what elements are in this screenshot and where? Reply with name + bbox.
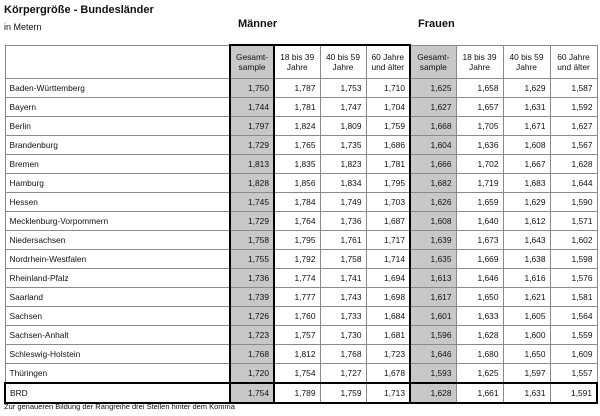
row-label: Baden-Württemberg	[5, 79, 230, 98]
value-cell: 1,612	[503, 212, 550, 231]
value-cell: 1,590	[550, 193, 597, 212]
value-cell: 1,704	[366, 98, 410, 117]
value-cell: 1,739	[230, 288, 274, 307]
value-cell: 1,703	[366, 193, 410, 212]
table-row	[5, 345, 597, 364]
value-cell: 1,682	[410, 174, 456, 193]
value-cell: 1,809	[320, 117, 366, 136]
row-label: BRD	[5, 383, 230, 403]
table-row	[5, 364, 597, 384]
value-cell: 1,757	[274, 326, 320, 345]
value-cell: 1,631	[503, 98, 550, 117]
value-cell: 1,659	[456, 193, 503, 212]
value-cell: 1,758	[230, 231, 274, 250]
value-cell: 1,602	[550, 231, 597, 250]
value-cell: 1,646	[410, 345, 456, 364]
value-cell: 1,687	[366, 212, 410, 231]
row-label: Schleswig-Holstein	[5, 345, 230, 364]
value-cell: 1,745	[230, 193, 274, 212]
value-cell: 1,729	[230, 136, 274, 155]
value-cell: 1,658	[456, 79, 503, 98]
value-cell: 1,792	[274, 250, 320, 269]
value-cell: 1,797	[230, 117, 274, 136]
value-cell: 1,713	[366, 383, 410, 403]
table-row	[5, 307, 597, 326]
value-cell: 1,617	[410, 288, 456, 307]
value-cell: 1,669	[456, 250, 503, 269]
value-cell: 1,755	[230, 250, 274, 269]
value-cell: 1,781	[366, 155, 410, 174]
value-cell: 1,684	[366, 307, 410, 326]
value-cell: 1,604	[410, 136, 456, 155]
value-cell: 1,735	[320, 136, 366, 155]
value-cell: 1,758	[320, 250, 366, 269]
group-header-frauen: Frauen	[418, 18, 455, 30]
value-cell: 1,567	[550, 136, 597, 155]
value-cell: 1,856	[274, 174, 320, 193]
value-cell: 1,750	[230, 79, 274, 98]
value-cell: 1,759	[366, 117, 410, 136]
value-cell: 1,597	[503, 364, 550, 384]
column-header: Gesamt-sample	[410, 45, 456, 79]
row-label: Brandenburg	[5, 136, 230, 155]
table-row	[5, 288, 597, 307]
row-label: Mecklenburg-Vorpommern	[5, 212, 230, 231]
value-cell: 1,628	[456, 326, 503, 345]
value-cell: 1,730	[320, 326, 366, 345]
height-table	[4, 44, 598, 404]
row-label: Sachsen-Anhalt	[5, 326, 230, 345]
table-row	[5, 136, 597, 155]
row-label: Hamburg	[5, 174, 230, 193]
value-cell: 1,759	[320, 383, 366, 403]
value-cell: 1,720	[230, 364, 274, 384]
value-cell: 1,635	[410, 250, 456, 269]
value-cell: 1,812	[274, 345, 320, 364]
value-cell: 1,813	[230, 155, 274, 174]
value-cell: 1,650	[503, 345, 550, 364]
value-cell: 1,719	[456, 174, 503, 193]
column-header: 18 bis 39 Jahre	[456, 45, 503, 79]
row-label: Thüringen	[5, 364, 230, 384]
row-label: Sachsen	[5, 307, 230, 326]
value-cell: 1,638	[503, 250, 550, 269]
column-header: Gesamt-sample	[230, 45, 274, 79]
value-cell: 1,736	[230, 269, 274, 288]
value-cell: 1,744	[230, 98, 274, 117]
table-row	[5, 155, 597, 174]
value-cell: 1,768	[230, 345, 274, 364]
value-cell: 1,616	[503, 269, 550, 288]
value-cell: 1,754	[230, 383, 274, 403]
header-label-cell	[5, 45, 230, 79]
value-cell: 1,608	[410, 212, 456, 231]
value-cell: 1,754	[274, 364, 320, 384]
value-cell: 1,723	[230, 326, 274, 345]
value-cell: 1,787	[274, 79, 320, 98]
value-cell: 1,657	[456, 98, 503, 117]
value-cell: 1,646	[456, 269, 503, 288]
value-cell: 1,601	[410, 307, 456, 326]
value-cell: 1,576	[550, 269, 597, 288]
row-label: Rheinland-Pfalz	[5, 269, 230, 288]
table-body	[5, 79, 597, 404]
value-cell: 1,643	[503, 231, 550, 250]
table-row	[5, 98, 597, 117]
value-cell: 1,591	[550, 383, 597, 403]
value-cell: 1,736	[320, 212, 366, 231]
row-label: Bayern	[5, 98, 230, 117]
value-cell: 1,564	[550, 307, 597, 326]
table-row	[5, 250, 597, 269]
column-header: 40 bis 59 Jahre	[320, 45, 366, 79]
value-cell: 1,650	[456, 288, 503, 307]
value-cell: 1,835	[274, 155, 320, 174]
value-cell: 1,625	[410, 79, 456, 98]
value-cell: 1,628	[410, 383, 456, 403]
value-cell: 1,717	[366, 231, 410, 250]
row-label: Bremen	[5, 155, 230, 174]
value-cell: 1,727	[320, 364, 366, 384]
value-cell: 1,768	[320, 345, 366, 364]
value-cell: 1,571	[550, 212, 597, 231]
row-label: Berlin	[5, 117, 230, 136]
value-cell: 1,781	[274, 98, 320, 117]
column-header: 60 Jahre und älter	[366, 45, 410, 79]
value-cell: 1,705	[456, 117, 503, 136]
value-cell: 1,598	[550, 250, 597, 269]
value-cell: 1,593	[410, 364, 456, 384]
row-label: Nordrhein-Westfalen	[5, 250, 230, 269]
value-cell: 1,668	[410, 117, 456, 136]
table-row	[5, 326, 597, 345]
value-cell: 1,680	[456, 345, 503, 364]
value-cell: 1,644	[550, 174, 597, 193]
value-cell: 1,621	[503, 288, 550, 307]
value-cell: 1,729	[230, 212, 274, 231]
row-label: Hessen	[5, 193, 230, 212]
value-cell: 1,629	[503, 193, 550, 212]
value-cell: 1,557	[550, 364, 597, 384]
value-cell: 1,625	[456, 364, 503, 384]
value-cell: 1,764	[274, 212, 320, 231]
value-cell: 1,628	[550, 155, 597, 174]
value-cell: 1,683	[503, 174, 550, 193]
value-cell: 1,592	[550, 98, 597, 117]
table-row	[5, 212, 597, 231]
table-row	[5, 231, 597, 250]
value-cell: 1,596	[410, 326, 456, 345]
value-cell: 1,743	[320, 288, 366, 307]
value-cell: 1,627	[410, 98, 456, 117]
value-cell: 1,600	[503, 326, 550, 345]
group-header-maenner: Männer	[238, 18, 278, 30]
value-cell: 1,559	[550, 326, 597, 345]
value-cell: 1,747	[320, 98, 366, 117]
value-cell: 1,613	[410, 269, 456, 288]
value-cell: 1,789	[274, 383, 320, 403]
value-cell: 1,633	[456, 307, 503, 326]
value-cell: 1,667	[503, 155, 550, 174]
value-cell: 1,627	[550, 117, 597, 136]
value-cell: 1,784	[274, 193, 320, 212]
column-header: 60 Jahre und älter	[550, 45, 597, 79]
table-row	[5, 269, 597, 288]
value-cell: 1,694	[366, 269, 410, 288]
value-cell: 1,774	[274, 269, 320, 288]
value-cell: 1,824	[274, 117, 320, 136]
value-cell: 1,726	[230, 307, 274, 326]
table-row	[5, 174, 597, 193]
value-cell: 1,777	[274, 288, 320, 307]
value-cell: 1,673	[456, 231, 503, 250]
value-cell: 1,795	[274, 231, 320, 250]
value-cell: 1,609	[550, 345, 597, 364]
table-row	[5, 193, 597, 212]
value-cell: 1,581	[550, 288, 597, 307]
value-cell: 1,834	[320, 174, 366, 193]
value-cell: 1,710	[366, 79, 410, 98]
value-cell: 1,661	[456, 383, 503, 403]
table-row	[5, 117, 597, 136]
value-cell: 1,639	[410, 231, 456, 250]
value-cell: 1,587	[550, 79, 597, 98]
total-row	[5, 383, 597, 403]
row-label: Saarland	[5, 288, 230, 307]
value-cell: 1,714	[366, 250, 410, 269]
value-cell: 1,828	[230, 174, 274, 193]
value-cell: 1,702	[456, 155, 503, 174]
value-cell: 1,765	[274, 136, 320, 155]
value-cell: 1,631	[503, 383, 550, 403]
value-cell: 1,678	[366, 364, 410, 384]
value-cell: 1,626	[410, 193, 456, 212]
page-title: Körpergröße - Bundesländer	[4, 4, 154, 16]
value-cell: 1,823	[320, 155, 366, 174]
value-cell: 1,749	[320, 193, 366, 212]
column-header: 18 bis 39 Jahre	[274, 45, 320, 79]
value-cell: 1,681	[366, 326, 410, 345]
column-header: 40 bis 59 Jahre	[503, 45, 550, 79]
value-cell: 1,640	[456, 212, 503, 231]
value-cell: 1,753	[320, 79, 366, 98]
value-cell: 1,671	[503, 117, 550, 136]
row-label: Niedersachsen	[5, 231, 230, 250]
value-cell: 1,760	[274, 307, 320, 326]
value-cell: 1,795	[366, 174, 410, 193]
table-row	[5, 79, 597, 98]
value-cell: 1,686	[366, 136, 410, 155]
page-subtitle: in Metern	[4, 22, 42, 32]
value-cell: 1,723	[366, 345, 410, 364]
value-cell: 1,698	[366, 288, 410, 307]
value-cell: 1,605	[503, 307, 550, 326]
value-cell: 1,666	[410, 155, 456, 174]
table-header-row	[5, 45, 597, 79]
value-cell: 1,733	[320, 307, 366, 326]
value-cell: 1,608	[503, 136, 550, 155]
value-cell: 1,741	[320, 269, 366, 288]
value-cell: 1,761	[320, 231, 366, 250]
value-cell: 1,636	[456, 136, 503, 155]
footnote: Zur genaueren Bildung der Rangreihe drei Stellen hinter dem Komma	[4, 402, 235, 411]
value-cell: 1,629	[503, 79, 550, 98]
